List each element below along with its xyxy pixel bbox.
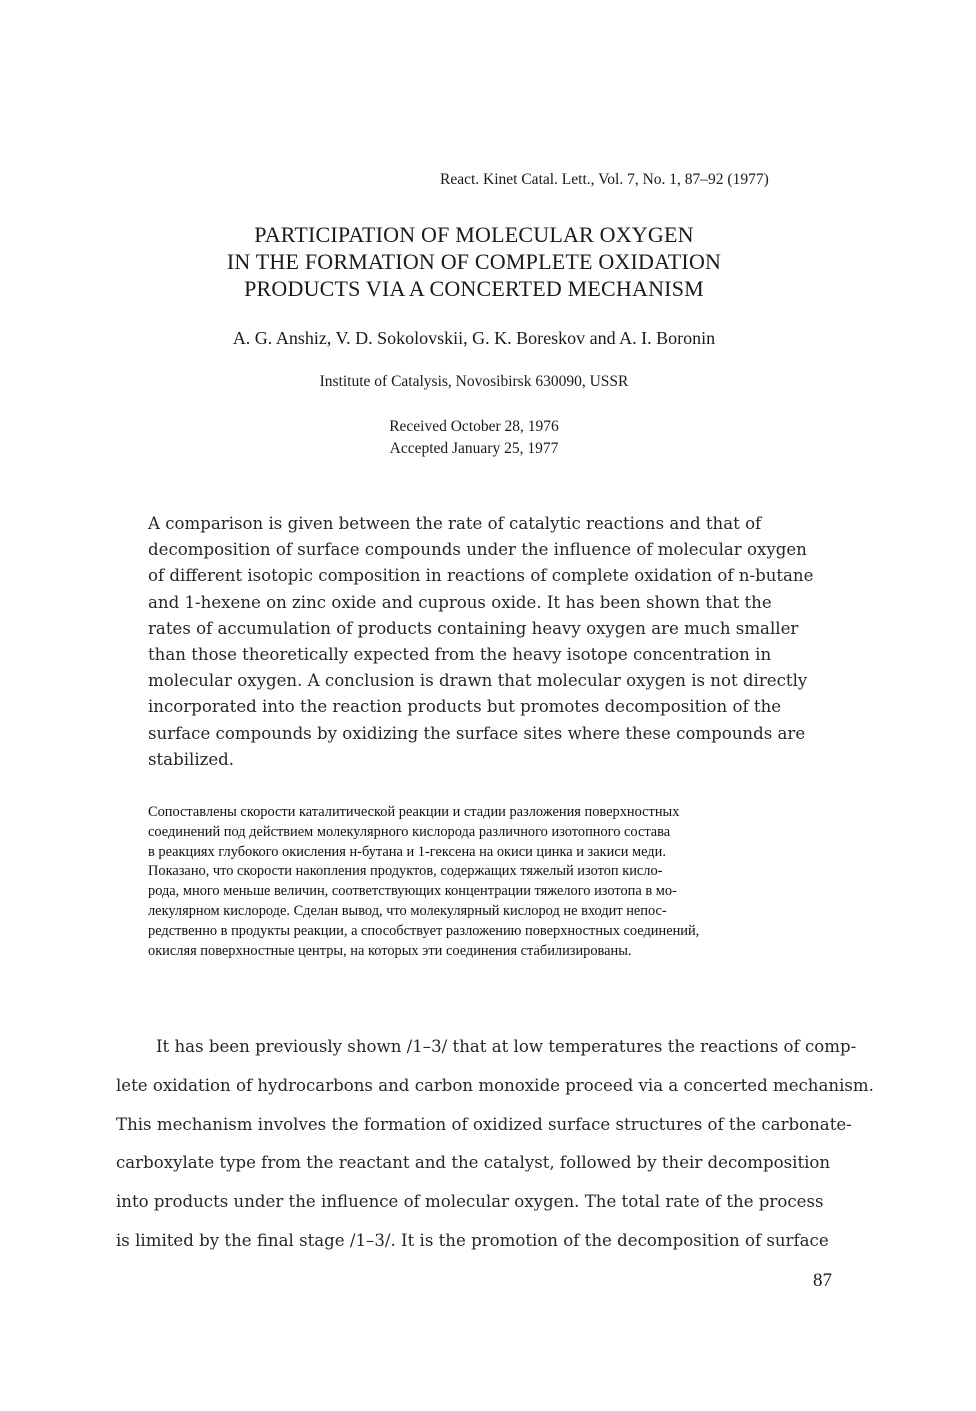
page-number: 87 (813, 1270, 832, 1291)
abstract-line: incorporated into the reaction products but promotes decomposition of the (148, 697, 782, 717)
submission-dates (120, 416, 828, 460)
abstract-line: molecular oxygen. A conclusion is drawn that molecular oxygen is not directly (148, 671, 808, 691)
abstract-line: stabilized. (148, 749, 235, 769)
abstract-ru-line: рода, много меньше величин, соответствующих концентрации тяжелого изотопа в мо- (148, 883, 677, 900)
abstract-english (148, 511, 848, 773)
title-line: PARTICIPATION OF MOLECULAR OXYGEN (254, 222, 694, 247)
body-line: This mechanism involves the formation of oxidized surface structures of the carbonate- (116, 1114, 852, 1134)
abstract-ru-line: в реакциях глубокого окисления н-бутана и 1-гексена на окиси цинка и закиси меди. (148, 843, 666, 860)
paper-title (120, 221, 828, 302)
abstract-ru-line: окисляя поверхностные центры, на которых эти соединения стабилизированы. (148, 942, 632, 959)
abstract-ru-line: Сопоставлены скорости каталитической реакции и стадии разложения поверхностных (148, 804, 680, 820)
abstract-line: and 1-hexene on zinc oxide and cuprous oxide. It has been shown that the (148, 592, 772, 612)
abstract-line: decomposition of surface compounds under the influence of molecular oxygen (148, 540, 807, 560)
abstract-ru-line: редственно в продукты реакции, а способствует разложению поверхностных соединений, (148, 922, 700, 939)
body-line: is limited by the final stage /1–3/. It is the promotion of the decomposition of surface (116, 1230, 829, 1250)
abstract-ru-line: лекулярном кислороде. Сделан вывод, что молекулярный кислород не входит непос- (148, 902, 667, 919)
received-date: Received October 28, 1976 (389, 418, 559, 435)
abstract-line: than those theoretically expected from the heavy isotope concentration in (148, 645, 772, 665)
accepted-date: Accepted January 25, 1977 (389, 440, 559, 457)
abstract-line: rates of accumulation of products containing heavy oxygen are much smaller (148, 618, 799, 638)
affiliation: Institute of Catalysis, Novosibirsk 630090, USSR (319, 373, 629, 390)
body-line: into products under the influence of molecular oxygen. The total rate of the process (116, 1192, 824, 1212)
journal-citation: React. Kinet Catal. Lett., Vol. 7, No. 1, 87–92 (1977) (440, 171, 769, 188)
abstract-russian (148, 803, 868, 961)
abstract-line: A comparison is given between the rate of catalytic reactions and that of (148, 514, 762, 533)
body-line: lete oxidation of hydrocarbons and carbon monoxide proceed via a concerted mechanism. (116, 1075, 874, 1095)
body-line: carboxylate type from the reactant and the catalyst, followed by their decomposition (116, 1153, 831, 1173)
title-line: PRODUCTS VIA A CONCERTED MECHANISM (244, 276, 704, 301)
abstract-line: of different isotopic composition in reactions of complete oxidation of n-butane (148, 566, 814, 586)
abstract-line: surface compounds by oxidizing the surface sites where these compounds are (148, 723, 806, 743)
abstract-ru-line: Показано, что скорости накопления продуктов, содержащих тяжелый изотоп кисло- (148, 863, 663, 880)
body-line: It has been previously shown /1–3/ that at low temperatures the reactions of comp- (156, 1037, 857, 1056)
title-line: IN THE FORMATION OF COMPLETE OXIDATION (226, 249, 722, 274)
authors: A. G. Anshiz, V. D. Sokolovskii, G. K. Boreskov and A. I. Boronin (232, 328, 716, 348)
abstract-ru-line: соединений под действием молекулярного кислорода различного изотопного состава (148, 823, 671, 840)
body-paragraph (116, 1028, 906, 1261)
